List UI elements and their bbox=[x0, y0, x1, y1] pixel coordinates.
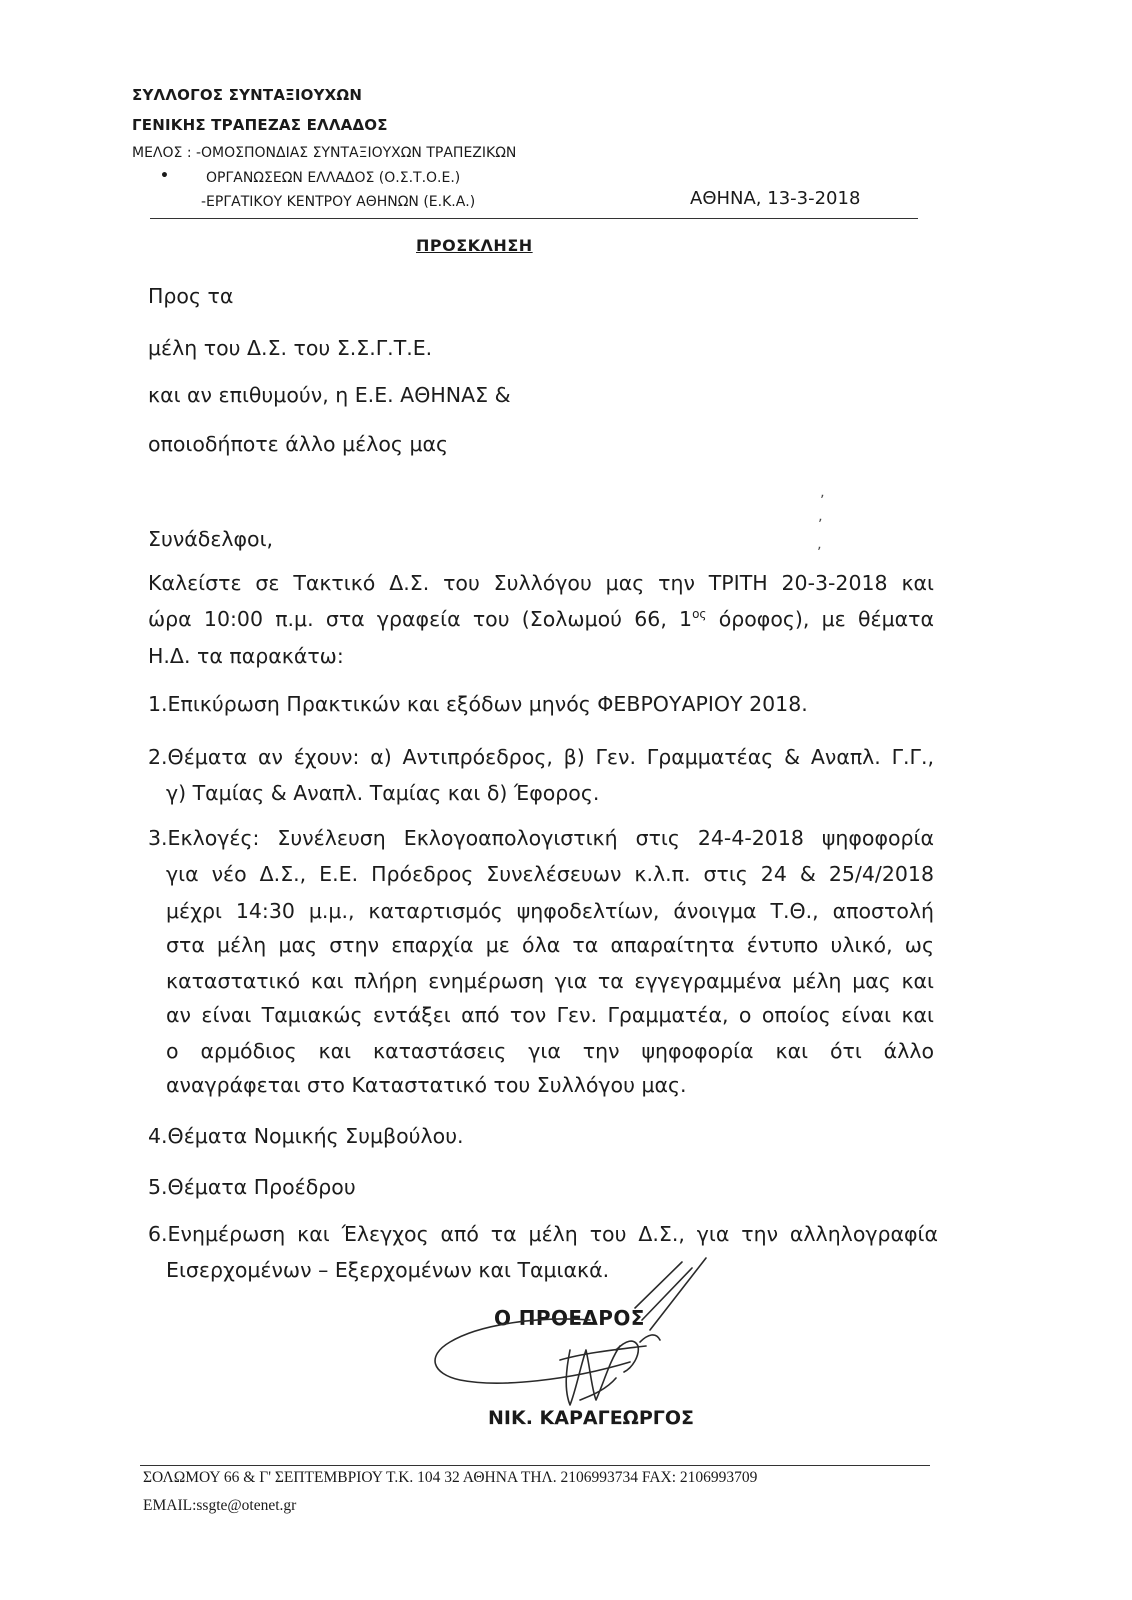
place-date: ΑΘΗΝΑ, 13-3-2018 bbox=[690, 188, 861, 209]
agenda-item-2-line1: 2.Θέματα αν έχουν: α) Αντιπρόεδρος, β) Γεν. Γραμματέας & Αναπλ. Γ.Γ., bbox=[148, 745, 934, 769]
agenda-item-3-line1: 3.Εκλογές: Συνέλευση Εκλογοαπολογιστική στις 24-4-2018 ψηφοφορία bbox=[148, 826, 934, 850]
agenda-item-3-line3: μέχρι 14:30 μ.μ., καταρτισμός ψηφοδελτίων, άνοιγμα Τ.Θ., αποστολή bbox=[166, 899, 934, 923]
recipients-line1: Προς τα bbox=[148, 284, 234, 308]
intro-line3: Η.Δ. τα παρακάτω: bbox=[148, 644, 344, 668]
footer-divider bbox=[140, 1465, 930, 1466]
member-line1: ΜΕΛΟΣ : -ΟΜΟΣΠΟΝΔΙΑΣ ΣΥΝΤΑΞΙΟΥΧΩΝ ΤΡΑΠΕΖΙΚΩΝ bbox=[132, 145, 517, 161]
footer-email: EMAIL:ssgte@otenet.gr bbox=[143, 1497, 297, 1514]
recipients-line3: και αν επιθυμούν, η Ε.Ε. ΑΘΗΝΑΣ & bbox=[148, 383, 511, 407]
footer-address: ΣΟΛΩΜΟΥ 66 & Γ' ΣΕΠΤΕΜΒΡΙΟΥ Τ.Κ. 104 32 ΑΘΗΝΑ ΤΗΛ. 2106993734 FAX: 2106993709 bbox=[143, 1469, 758, 1486]
document-title: ΠΡΟΣΚΛΗΣΗ bbox=[416, 236, 533, 255]
intro-line2: ώρα 10:00 π.μ. στα γραφεία του (Σολωμού 66, $1^{o\varsigma}$ όροφος), με θέματα bbox=[148, 607, 934, 631]
member-line3: -ΕΡΓΑΤΙΚΟΥ ΚΕΝΤΡΟΥ ΑΘΗΝΩΝ (Ε.Κ.Α.) bbox=[201, 194, 476, 210]
member-line2: ΟΡΓΑΝΩΣΕΩΝ ΕΛΛΑΔΟΣ (Ο.Σ.Τ.Ο.Ε.) bbox=[206, 170, 461, 186]
scan-mark: ʼ bbox=[818, 517, 823, 533]
recipients-line4: οποιοδήποτε άλλο μέλος μας bbox=[148, 432, 449, 456]
greeting: Συνάδελφοι, bbox=[148, 527, 274, 551]
agenda-item-1: 1.Επικύρωση Πρακτικών και εξόδων μηνός ΦΕΒΡΟΥΑΡΙΟΥ 2018. bbox=[148, 692, 808, 716]
agenda-item-3-line2: για νέο Δ.Σ., Ε.Ε. Πρόεδρος Συνελέσευων κ.λ.π. στις 24 & 25/4/2018 bbox=[166, 862, 934, 886]
org-name-line1: ΣΥΛΛΟΓΟΣ ΣΥΝΤΑΞΙΟΥΧΩΝ bbox=[132, 86, 363, 104]
agenda-item-3-line7: ο αρμόδιος και καταστάσεις για την ψηφοφορία και ότι άλλο bbox=[166, 1039, 934, 1063]
bullet-mark: • bbox=[160, 168, 169, 184]
signatory-name: ΝΙΚ. ΚΑΡΑΓΕΩΡΓΟΣ bbox=[488, 1407, 694, 1429]
agenda-item-6-line1: 6.Ενημέρωση και Έλεγχος από τα μέλη του Δ.Σ., για την αλληλογραφία bbox=[148, 1222, 938, 1246]
signature-role: Ο ΠΡΟΕΔΡΟΣ bbox=[494, 1306, 645, 1330]
agenda-item-3-line5: καταστατικό και πλήρη ενημέρωση για τα εγγεγραμμένα μέλη μας και bbox=[166, 969, 934, 993]
scan-mark: ʼ bbox=[817, 545, 822, 561]
org-name-line2: ΓΕΝΙΚΗΣ ΤΡΑΠΕΖΑΣ ΕΛΛΑΔΟΣ bbox=[132, 116, 388, 134]
agenda-item-4: 4.Θέματα Νομικής Συμβούλου. bbox=[148, 1124, 464, 1148]
handwritten-signature bbox=[420, 1250, 720, 1420]
recipients-line2: μέλη του Δ.Σ. του Σ.Σ.Γ.Τ.Ε. bbox=[148, 336, 433, 360]
scan-mark: ʼ bbox=[820, 493, 825, 509]
agenda-item-3-line8: αναγράφεται στο Καταστατικό του Συλλόγου μας. bbox=[166, 1073, 687, 1097]
intro-line1: Καλείστε σε Τακτικό Δ.Σ. του Συλλόγου μας την ΤΡΙΤΗ 20-3-2018 και bbox=[148, 571, 934, 595]
agenda-item-6-line2: Εισερχομένων – Εξερχομένων και Ταμιακά. bbox=[166, 1258, 610, 1282]
agenda-item-3-line4: στα μέλη μας στην επαρχία με όλα τα απαραίτητα έντυπο υλικό, ως bbox=[166, 933, 934, 957]
agenda-item-3-line6: αν είναι Ταμιακώς εντάξει από τον Γεν. Γραμματέα, ο οποίος είναι και bbox=[166, 1003, 934, 1027]
header-divider bbox=[150, 218, 918, 219]
agenda-item-2-line2: γ) Ταμίας & Αναπλ. Ταμίας και δ) Έφορος. bbox=[166, 781, 600, 805]
agenda-item-5: 5.Θέματα Προέδρου bbox=[148, 1175, 356, 1199]
